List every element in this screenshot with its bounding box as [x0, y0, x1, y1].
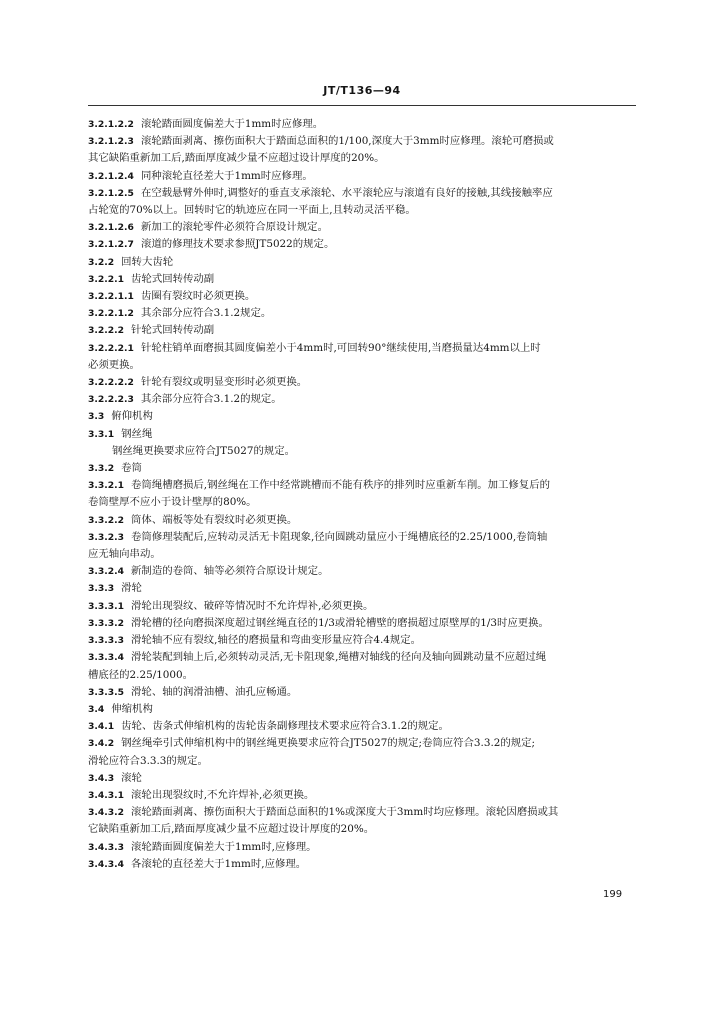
- text-line: [88, 305, 643, 322]
- clause-text: 卷筒: [121, 462, 142, 475]
- text-line: [88, 684, 643, 701]
- clause-number: 3.3.2: [88, 463, 115, 475]
- clause-text: 新加工的滚轮零件必须符合原设计规定。: [140, 221, 328, 234]
- clause-number: 3.3.3.3: [88, 635, 125, 647]
- clause-text: 钢丝绳牵引式伸缩机构中的钢丝绳更换要求应符合JT5027的规定;卷筒应符合3.3.2的规定;: [121, 737, 536, 750]
- clause-text: 槽底径的2.25/1000。: [88, 668, 194, 681]
- clause-text: 齿圈有裂纹时必须更换。: [140, 290, 256, 303]
- clause-number: 3.4.1: [88, 721, 115, 733]
- text-line: [88, 512, 643, 529]
- clause-number: 3.2.2.1.1: [88, 291, 134, 303]
- text-line: [88, 443, 643, 460]
- text-line: [88, 753, 643, 770]
- clause-text: 滑轮装配到轴上后,必须转动灵活,无卡阻现象,绳槽对轴线的径向及轴向圆跳动量不应超过绳: [131, 651, 547, 664]
- clause-number: 3.4.2: [88, 738, 115, 750]
- text-line: [88, 856, 643, 873]
- clause-text: 筒体、端板等处有裂纹时必须更换。: [131, 513, 298, 526]
- clause-number: 3.2.1.2.5: [88, 187, 134, 199]
- text-line: [88, 839, 643, 856]
- text-line: [88, 821, 643, 838]
- page-number: 199: [603, 889, 623, 900]
- clause-number: 3.2.1.2.2: [88, 119, 134, 130]
- clause-text: 回转大齿轮: [121, 255, 174, 268]
- text-line: [88, 735, 643, 752]
- text-line: [88, 271, 643, 288]
- clause-text: 滚轮: [121, 771, 142, 784]
- clause-text: 滚轮踏面圆度偏差大于1mm时,应修理。: [131, 840, 317, 853]
- clause-text: 滑轮、轴的润滑油槽、油孔应畅通。: [131, 685, 298, 698]
- clause-text: 齿轮式回转传动副: [131, 272, 215, 285]
- text-line: [88, 426, 643, 443]
- clause-text: 各滚轮的直径差大于1mm时,应修理。: [131, 857, 307, 870]
- clause-number: 3.4.3.4: [88, 858, 125, 870]
- clause-number: 3.2.1.2.4: [88, 170, 134, 182]
- clause-text: 针轮式回转传动副: [131, 324, 215, 337]
- clause-text: 其余部分应符合3.1.2的规定。: [140, 393, 282, 406]
- clause-text: 滑轮: [121, 582, 142, 595]
- text-line: [88, 219, 643, 236]
- document-body: [88, 116, 643, 873]
- clause-text: 新制造的卷筒、轴等必须符合原设计规定。: [131, 565, 329, 578]
- clause-number: 3.2.2.2.1: [88, 342, 134, 354]
- text-line: [88, 701, 643, 718]
- clause-number: 3.4.3.2: [88, 807, 125, 819]
- clause-text: 它缺陷重新加工后,踏面厚度减少量不应超过设计厚度的20%。: [88, 823, 375, 836]
- text-line: [88, 460, 643, 477]
- clause-text: 针轮有裂纹或明显变形时必须更换。: [140, 376, 308, 389]
- text-line: [88, 408, 643, 425]
- clause-text: 钢丝绳: [121, 427, 153, 440]
- clause-number: 3.3.2.2: [88, 514, 125, 526]
- page-header: JT/T136—94: [323, 84, 401, 97]
- clause-text: 滑轮轴不应有裂纹,轴径的磨损量和弯曲变形量应符合4.4规定。: [131, 634, 422, 647]
- clause-number: 3.2.1.2.3: [88, 136, 134, 148]
- text-line: [88, 202, 643, 219]
- clause-number: 3.3: [88, 411, 105, 423]
- text-line: [88, 322, 643, 339]
- clause-number: 3.2.2.2: [88, 325, 125, 337]
- clause-number: 3.3.3.2: [88, 617, 125, 629]
- clause-number: 3.4: [88, 703, 105, 715]
- text-line: [88, 168, 643, 185]
- clause-text: 滚轮踏面剥离、擦伤面积大于踏面总面积的1%或深度大于3mm时均应修理。滚轮因磨损或其: [131, 806, 559, 819]
- text-line: [88, 563, 643, 580]
- text-line: [88, 580, 643, 597]
- text-line: [88, 254, 643, 271]
- text-line: [88, 494, 643, 511]
- clause-text: 钢丝绳更换要求应符合JT5027的规定。: [112, 444, 296, 457]
- text-line: [88, 615, 643, 632]
- text-line: [88, 529, 643, 546]
- clause-number: 3.3.3: [88, 583, 115, 595]
- clause-text: 滚轮踏面剥离、擦伤面积大于踏面总面积的1/100,深度大于3mm时应修理。滚轮可磨损或: [140, 135, 554, 148]
- clause-number: 3.2.1.2.6: [88, 222, 134, 234]
- clause-number: 3.2.2.2.2: [88, 377, 134, 389]
- text-line: [88, 787, 643, 804]
- clause-number: 3.2.2: [88, 256, 115, 268]
- clause-text: 应无轴向串动。: [88, 548, 161, 561]
- text-line: [88, 133, 643, 150]
- text-line: [88, 667, 643, 684]
- text-line: [88, 804, 643, 821]
- clause-number: 3.4.3.3: [88, 841, 125, 853]
- clause-number: 3.2.2.1.2: [88, 308, 134, 320]
- clause-text: 滚轮踏面圆度偏差大于1mm时应修理。: [140, 118, 324, 130]
- clause-text: 齿轮、齿条式伸缩机构的齿轮齿条副修理技术要求应符合3.1.2的规定。: [121, 720, 449, 733]
- clause-text: 滑轮应符合3.3.3的规定。: [88, 754, 208, 767]
- text-line: [88, 546, 643, 563]
- clause-text: 伸缩机构: [111, 702, 153, 715]
- text-line: [88, 150, 643, 167]
- text-line: [88, 357, 643, 374]
- text-line: [88, 770, 643, 787]
- clause-number: 3.4.3: [88, 772, 115, 784]
- clause-text: 滚轮出现裂纹时,不允许焊补,必须更换。: [131, 788, 315, 801]
- clause-text: 针轮柱销单面磨损其圆度偏差小于4mm时,可回转90°继续使用,当磨损量达4mm以上时: [140, 341, 541, 354]
- clause-text: 俯仰机构: [111, 410, 153, 423]
- text-line: [88, 632, 643, 649]
- clause-number: 3.4.3.1: [88, 789, 125, 801]
- text-line: [88, 236, 643, 253]
- clause-number: 3.2.2.2.3: [88, 394, 134, 406]
- text-line: [88, 288, 643, 305]
- clause-text: 滑轮槽的径向磨损深度超过钢丝绳直径的1/3或滑轮槽壁的磨损超过原壁厚的1/3时应更换。: [131, 616, 549, 629]
- clause-number: 3.3.2.3: [88, 531, 125, 543]
- clause-text: 占轮宽的70%以上。回转时它的轨迹应在同一平面上,且转动灵活平稳。: [88, 204, 416, 217]
- text-line: [88, 116, 643, 133]
- text-line: [88, 649, 643, 666]
- clause-number: 3.3.2.4: [88, 566, 125, 578]
- clause-text: 其余部分应符合3.1.2规定。: [140, 307, 272, 320]
- clause-text: 滚道的修理技术要求参照JT5022的规定。: [140, 238, 335, 251]
- clause-text: 必须更换。: [88, 358, 140, 371]
- clause-text: 滑轮出现裂纹、破碎等情况时不允许焊补,必须更换。: [131, 599, 374, 612]
- text-line: [88, 718, 643, 735]
- text-line: [88, 374, 643, 391]
- clause-text: 同种滚轮直径差大于1mm时应修理。: [140, 169, 313, 182]
- header-rule: [88, 105, 636, 106]
- clause-text: 卷筒壁厚不应小于设计壁厚的80%。: [88, 496, 257, 509]
- clause-number: 3.3.3.4: [88, 652, 125, 664]
- clause-text: 其它缺陷重新加工后,踏面厚度减少量不应超过设计厚度的20%。: [88, 152, 385, 165]
- clause-number: 3.3.2.1: [88, 480, 125, 492]
- text-line: [88, 391, 643, 408]
- clause-number: 3.2.1.2.7: [88, 239, 134, 251]
- clause-number: 3.3.1: [88, 428, 115, 440]
- clause-number: 3.3.3.5: [88, 686, 125, 698]
- clause-number: 3.3.3.1: [88, 600, 125, 612]
- text-line: [88, 340, 643, 357]
- clause-text: 卷筒修理装配后,应转动灵活无卡阻现象,径向圆跳动量应小于绳槽底径的2.25/1000,卷筒轴: [131, 530, 548, 543]
- text-line: [88, 185, 643, 202]
- text-line: [88, 598, 643, 615]
- clause-number: 3.2.2.1: [88, 273, 125, 285]
- clause-text: 卷筒绳槽磨损后,钢丝绳在工作中经常跳槽而不能有秩序的排列时应重新车削。加工修复后的: [131, 479, 550, 492]
- clause-text: 在空载悬臂外伸时,调整好的垂直支承滚轮、水平滚轮应与滚道有良好的接触,其线接触率应: [140, 186, 553, 199]
- text-line: [88, 477, 643, 494]
